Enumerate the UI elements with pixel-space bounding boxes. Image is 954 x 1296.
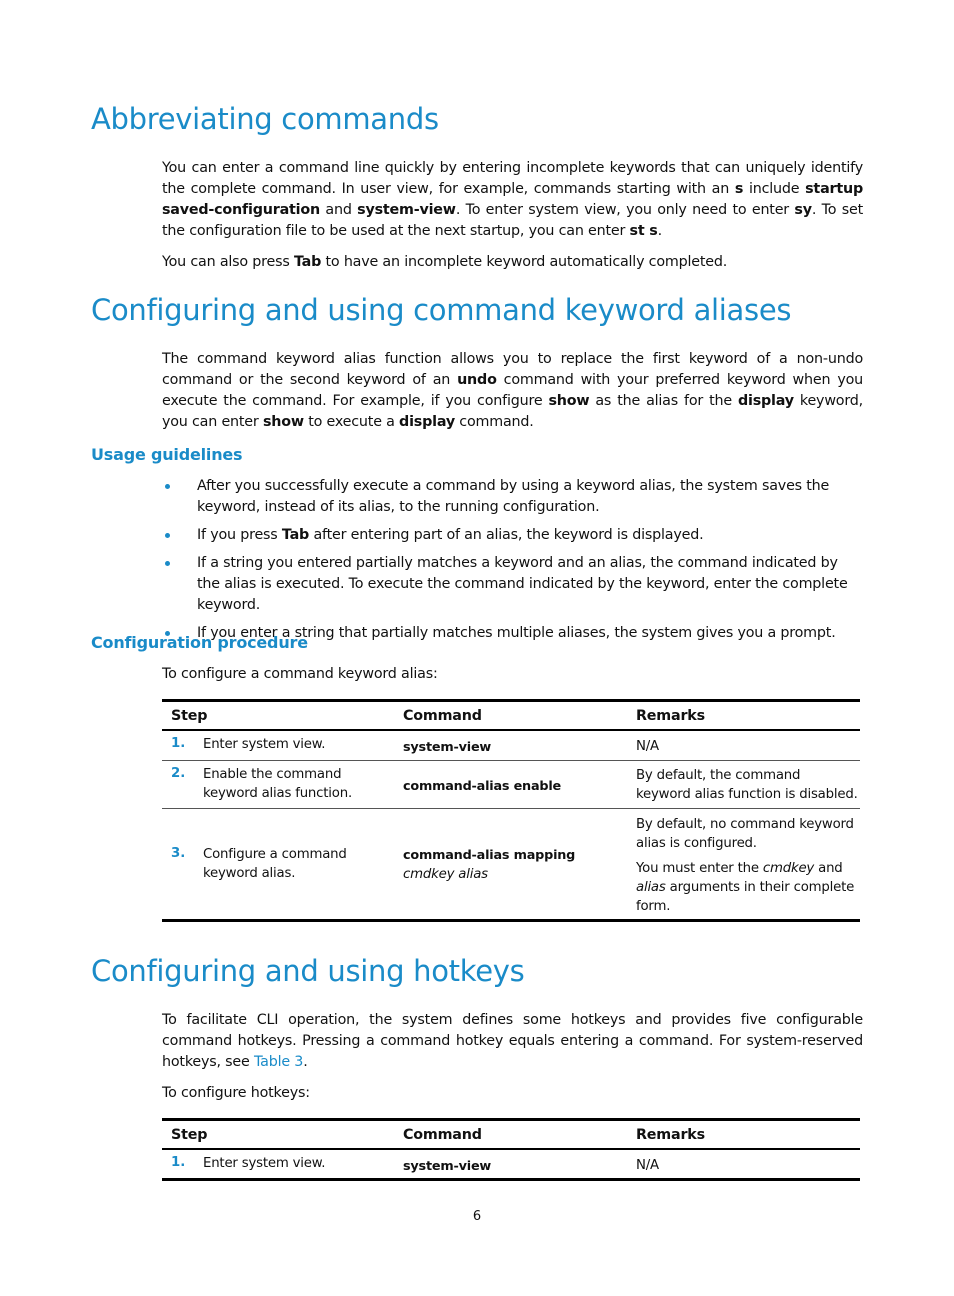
bullet-icon — [165, 533, 170, 538]
usage-guidelines-list — [162, 476, 863, 651]
step-command: command-alias enable — [403, 779, 562, 794]
table-header-remarks: Remarks — [636, 1127, 705, 1143]
bullet-icon — [165, 561, 170, 566]
step-number: 3. — [171, 846, 186, 861]
page-number: 6 — [472, 1209, 482, 1224]
step-command: system-view — [403, 1159, 492, 1174]
heading-configuration-procedure: Configuration procedure — [91, 633, 308, 652]
abbrev-paragraph-1: You can enter a command line quickly by entering incomplete keywords that can uniquely identify the complete command. In user view, for example, commands starting with an s include startup saved-configuration and system-view. To enter system view, you only need to enter sy. To set the configuration file to be used at the next startup, you can enter st s. — [162, 160, 864, 239]
list-item: After you successfully execute a command by using a keyword alias, the system saves the keyword, instead of its alias, to the running configuration. — [162, 476, 863, 518]
table-header-command: Command — [403, 708, 482, 724]
step-remark: By default, the command keyword alias function is disabled. — [636, 768, 858, 802]
step-remark: N/A — [636, 1158, 659, 1173]
table-header-step: Step — [171, 708, 208, 724]
step-command: system-view — [403, 740, 492, 755]
list-item: If you enter a string that partially matches multiple aliases, the system gives you a prompt. — [162, 623, 863, 644]
step-command: command-alias mapping cmdkey alias — [403, 848, 576, 882]
table-header-rule — [162, 1148, 860, 1150]
table-top-rule — [162, 1118, 860, 1121]
table-header-command: Command — [403, 1127, 482, 1143]
hotkeys-config-table — [162, 1118, 860, 1184]
hotkeys-paragraph-1: To facilitate CLI operation, the system defines some hotkeys and provides five configurable command hotkeys. Pressing a command hotkey equals entering a command. For system-reserved hotkeys, see Table 3. — [162, 1012, 863, 1070]
step-number: 1. — [171, 736, 186, 751]
step-description: Enable the command keyword alias function. — [203, 767, 352, 801]
bullet-icon — [165, 484, 170, 489]
heading-usage-guidelines: Usage guidelines — [91, 445, 243, 464]
list-item: If a string you entered partially matches a keyword and an alias, the command indicated by the alias is executed. To execute the command indicated by the keyword, enter the complete keyword. — [162, 553, 863, 616]
step-description: Enter system view. — [203, 1156, 326, 1171]
table-3-link[interactable]: Table 3 — [253, 1054, 304, 1070]
step-description: Configure a command keyword alias. — [203, 847, 347, 881]
alias-paragraph-1: The command keyword alias function allows you to replace the first keyword of a non-undo command or the second keyword of an undo command with your preferred keyword when you execute the command. For example, if you configure show as the alias for the display keyword, you can enter show to execute a display command. — [162, 351, 864, 430]
heading-hotkeys: Configuring and using hotkeys — [91, 954, 525, 988]
step-remark: N/A — [636, 739, 659, 754]
abbrev-paragraph-2: You can also press Tab to have an incomplete keyword automatically completed. — [162, 254, 728, 270]
table-row-rule — [162, 808, 860, 809]
step-number: 1. — [171, 1155, 186, 1170]
list-item: If you press Tab after entering part of an alias, the keyword is displayed. — [162, 525, 863, 546]
heading-abbreviating-commands: Abbreviating commands — [91, 102, 439, 136]
step-remark-2: You must enter the cmdkey and alias arguments in their complete form. — [636, 861, 855, 914]
table-row-rule — [162, 760, 860, 761]
heading-command-keyword-aliases: Configuring and using command keyword aliases — [91, 293, 792, 327]
table-top-rule — [162, 699, 860, 702]
step-remark: By default, no command keyword alias is configured. — [636, 817, 854, 851]
table-header-remarks: Remarks — [636, 708, 705, 724]
table-header-step: Step — [171, 1127, 208, 1143]
alias-config-table — [162, 699, 860, 924]
step-number: 2. — [171, 766, 186, 781]
hotkeys-table-intro: To configure hotkeys: — [162, 1085, 310, 1101]
table-bottom-rule — [162, 1178, 860, 1181]
table-header-rule — [162, 729, 860, 731]
alias-table-intro: To configure a command keyword alias: — [162, 666, 438, 682]
table-bottom-rule — [162, 919, 860, 922]
step-description: Enter system view. — [203, 737, 326, 752]
